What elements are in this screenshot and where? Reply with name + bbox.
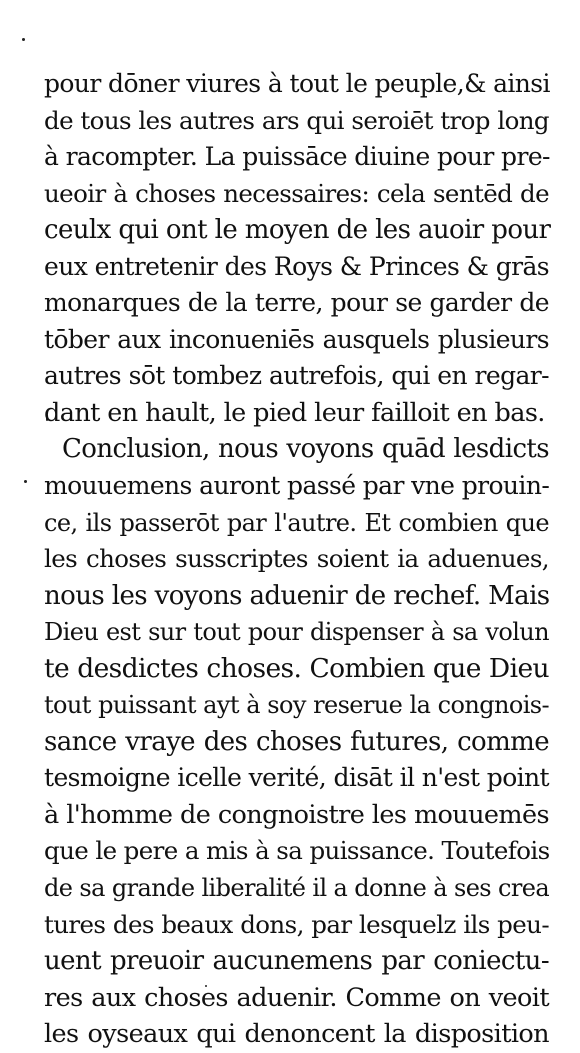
text-line: dant en hault, le pied leur failloit en bas. [44, 397, 545, 428]
text-line: de tous les autres ars qui seroiēt trop long [44, 105, 549, 135]
text-line: que le pere a mis à sa puissance. Toutefois [44, 836, 550, 866]
text-line: à l'homme de congnoistre les mouuemēs [44, 799, 549, 830]
text-line: autres sōt tombez autrefois, qui en regar- [44, 361, 549, 391]
text-line: eux entretenir des Roys & Princes & grās [44, 251, 549, 281]
text-line: Conclusion, nous voyons quād lesdicts [62, 434, 549, 465]
text-line: Dieu est sur tout pour dispenser à sa volun [44, 618, 549, 647]
text-line: les choses susscriptes soient ia aduenues, [44, 544, 549, 574]
text-line: à racompter. La puissāce diuine pour pre- [44, 142, 550, 172]
text-line: nous les voyons aduenir de rechef. Mais [44, 580, 550, 611]
text-line: monarques de la terre, pour se garder de [44, 288, 549, 318]
ink-speck [24, 480, 27, 483]
text-line: pour dōner viures à tout le peuple,& ainsi [44, 69, 550, 98]
text-line: tout puissant ayt à soy reserue la congnois- [44, 691, 549, 720]
text-line: te desdictes choses. Combien que Dieu [44, 652, 549, 684]
text-line: tures des beaux dons, par lesquelz ils peu- [44, 909, 549, 939]
text-line: ceulx qui ont le moyen de les auoir pour [44, 215, 551, 246]
text-line: ce, ils passerōt par l'autre. Et combien que [44, 508, 549, 537]
text-line: uent preuoir aucunemens par coniectu- [44, 946, 549, 977]
text-line: de sa grande liberalité il a donne à ses crea [44, 874, 550, 903]
text-line: tesmoigne icelle verité, disāt il n'est point [44, 763, 549, 793]
text-line: sance vraye des choses futures, comme [44, 726, 549, 757]
text-line: res aux choses aduenir. Comme on veoit [44, 982, 549, 1013]
text-line: tōber aux inconueniēs ausquels plusieurs [44, 324, 549, 354]
text-line: mouuemens auront passé par vne prouin- [44, 471, 550, 501]
ink-speck [22, 38, 25, 41]
text-line: les oyseaux qui denoncent la disposition [44, 1019, 549, 1050]
body-text [44, 66, 549, 1053]
text-line: ueoir à choses necessaires: cela sentēd de [44, 178, 549, 208]
